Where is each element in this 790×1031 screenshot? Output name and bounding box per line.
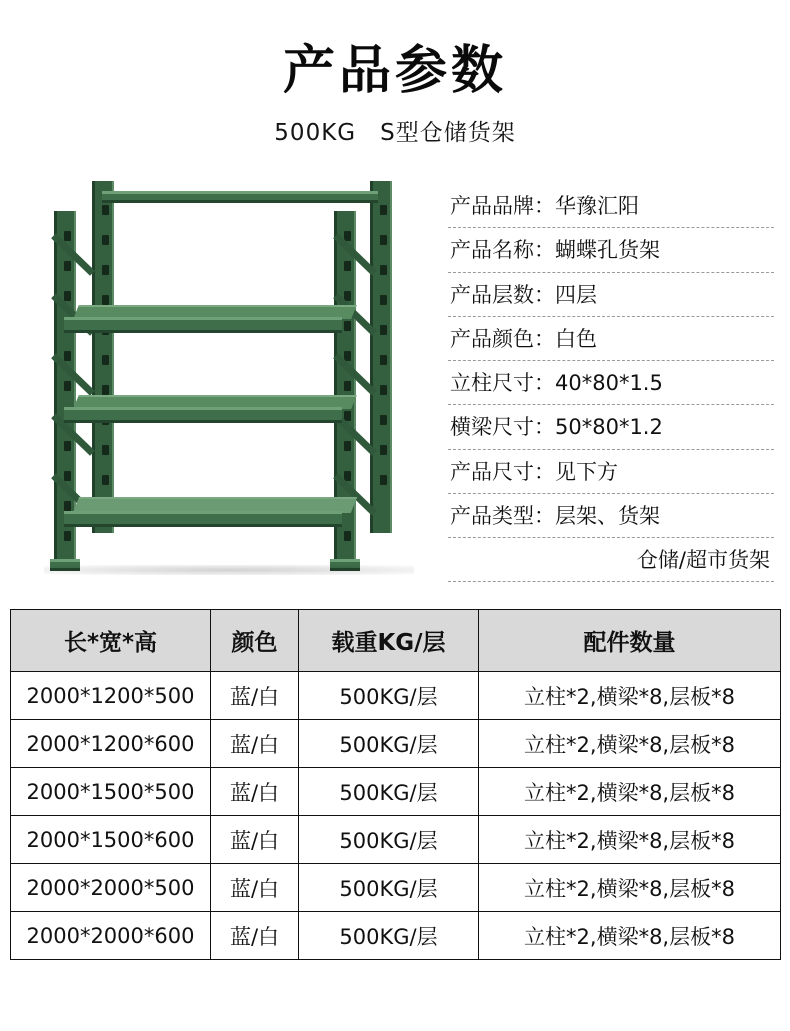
- shelf-shadow: [44, 565, 414, 575]
- spec-row: [448, 494, 774, 538]
- shelf-top-rail: [102, 191, 378, 203]
- spec-label: 产品名称：: [450, 238, 555, 263]
- table-header-cell: 载重KG/层: [299, 610, 479, 672]
- spec-row: [448, 450, 774, 494]
- table-cell-color: 蓝/白: [211, 720, 299, 768]
- spec-value: 蝴蝶孔货架: [555, 238, 660, 263]
- table-row: [11, 720, 781, 768]
- spec-row: [448, 317, 774, 361]
- spec-row: [448, 189, 774, 228]
- shelf-beam-2: [64, 317, 342, 333]
- spec-list: [436, 173, 774, 582]
- spec-value: 50*80*1.2: [555, 415, 663, 440]
- table-cell-color: 蓝/白: [211, 816, 299, 864]
- table-header-cell: 长*宽*高: [11, 610, 211, 672]
- spec-row: [448, 228, 774, 272]
- table-cell-parts: 立柱*2,横梁*8,层板*8: [479, 912, 781, 960]
- spec-value: 华豫汇阳: [555, 194, 639, 219]
- spec-value: 见下方: [555, 459, 618, 484]
- table-cell-parts: 立柱*2,横梁*8,层板*8: [479, 864, 781, 912]
- shelf-post-back-right: [370, 181, 392, 533]
- shelf-illustration: [34, 181, 424, 571]
- spec-value: 仓储/超市货架: [636, 548, 770, 573]
- table-row: [11, 864, 781, 912]
- spec-label: 横梁尺寸：: [450, 415, 555, 440]
- table-cell-load: 500KG/层: [299, 672, 479, 720]
- spec-row-continuation: [448, 538, 774, 582]
- table-cell-parts: 立柱*2,横梁*8,层板*8: [479, 816, 781, 864]
- table-cell-size: 2000*1500*500: [11, 768, 211, 816]
- shelf-beam-4: [64, 511, 342, 527]
- shelf-post-back-left: [92, 181, 114, 533]
- spec-value: 层架、货架: [555, 503, 660, 528]
- table-row: [11, 672, 781, 720]
- shelf-beam-3: [64, 407, 342, 423]
- spec-label: 立柱尺寸：: [450, 371, 555, 396]
- table-cell-parts: 立柱*2,横梁*8,层板*8: [479, 672, 781, 720]
- table-row: [11, 816, 781, 864]
- table-header-cell: 配件数量: [479, 610, 781, 672]
- table-header-cell: 颜色: [211, 610, 299, 672]
- product-overview-section: [0, 147, 790, 593]
- table-cell-load: 500KG/层: [299, 864, 479, 912]
- table-row: [11, 768, 781, 816]
- table-cell-size: 2000*2000*500: [11, 864, 211, 912]
- table-cell-color: 蓝/白: [211, 912, 299, 960]
- spec-label: 产品尺寸：: [450, 459, 555, 484]
- table-cell-load: 500KG/层: [299, 720, 479, 768]
- spec-row: [448, 273, 774, 317]
- spec-value: 白色: [555, 326, 597, 351]
- table-row: [11, 912, 781, 960]
- table-cell-load: 500KG/层: [299, 912, 479, 960]
- table-cell-size: 2000*1200*500: [11, 672, 211, 720]
- spec-label: 产品颜色：: [450, 326, 555, 351]
- table-cell-parts: 立柱*2,横梁*8,层板*8: [479, 720, 781, 768]
- parameters-table: [10, 609, 781, 960]
- spec-value: 40*80*1.5: [555, 371, 663, 396]
- table-cell-load: 500KG/层: [299, 768, 479, 816]
- page-title: 产品参数: [282, 41, 507, 101]
- table-cell-load: 500KG/层: [299, 816, 479, 864]
- spec-row: [448, 361, 774, 405]
- parameters-table-section: [0, 593, 790, 960]
- page-header: [0, 0, 790, 147]
- table-cell-color: 蓝/白: [211, 768, 299, 816]
- table-cell-size: 2000*1500*600: [11, 816, 211, 864]
- spec-label: 产品层数：: [450, 282, 555, 307]
- page-subtitle: 500KG S型仓储货架: [274, 120, 516, 147]
- spec-row: [448, 405, 774, 449]
- table-cell-color: 蓝/白: [211, 672, 299, 720]
- product-image: [16, 173, 436, 593]
- table-cell-size: 2000*1200*600: [11, 720, 211, 768]
- spec-value: 四层: [555, 282, 597, 307]
- table-header-row: [11, 610, 781, 672]
- spec-label: 产品类型：: [450, 503, 555, 528]
- table-cell-color: 蓝/白: [211, 864, 299, 912]
- table-cell-parts: 立柱*2,横梁*8,层板*8: [479, 768, 781, 816]
- spec-label: 产品品牌：: [450, 194, 555, 219]
- table-cell-size: 2000*2000*600: [11, 912, 211, 960]
